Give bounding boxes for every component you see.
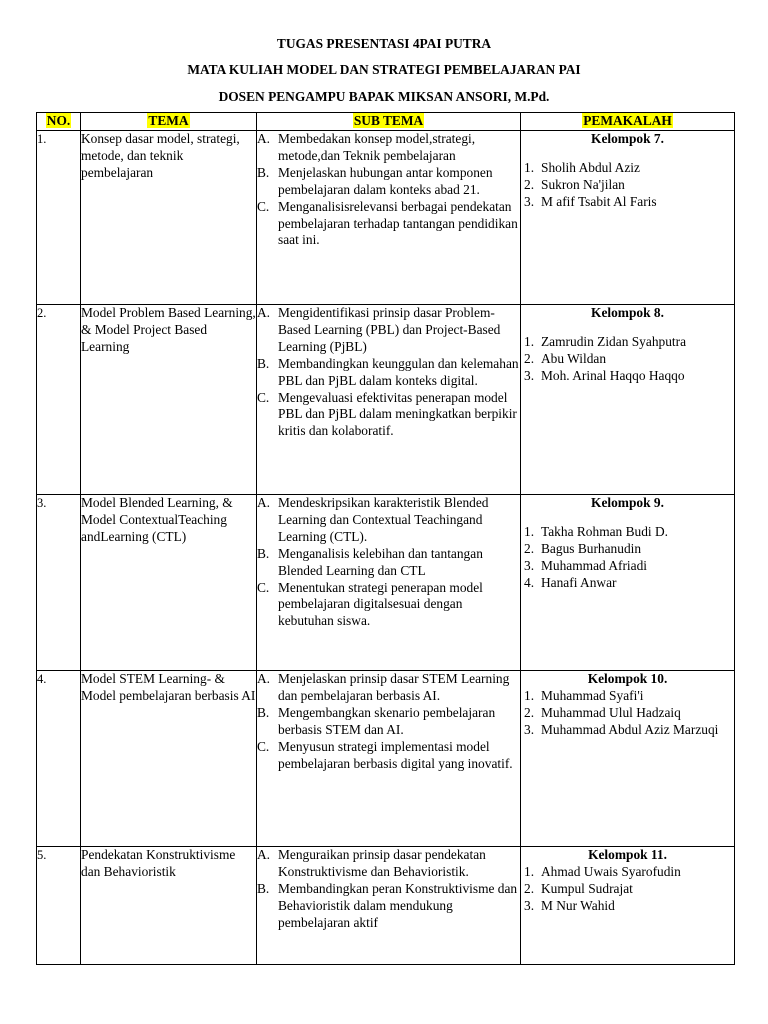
group-label: Kelompok 9. xyxy=(591,495,664,510)
member-name: Muhammad Afriadi xyxy=(541,557,647,573)
sub-tema-marker: A. xyxy=(257,671,271,686)
member-number: 3. xyxy=(524,897,535,913)
sub-tema-cell xyxy=(257,305,521,495)
member-item xyxy=(521,160,734,177)
member-list xyxy=(521,864,734,915)
table-row xyxy=(37,305,735,495)
sub-tema-marker: A. xyxy=(257,847,271,862)
sub-tema-item xyxy=(257,580,520,631)
pemakalah-cell xyxy=(521,847,735,965)
tema-cell: Model Blended Learning, & Model ContextualTeaching andLearning (CTL) xyxy=(81,495,257,671)
sub-tema-text: Menentukan strategi penerapan model pembelajaran digitalsesuai dengan kebutuhan siswa. xyxy=(278,579,483,629)
sub-tema-item xyxy=(257,671,520,705)
member-name: Muhammad Ulul Hadzaiq xyxy=(541,704,681,720)
member-item xyxy=(521,722,734,739)
sub-tema-item xyxy=(257,390,520,441)
sub-tema-text: Menganalisisrelevansi berbagai pendekatan pembelajaran terhadap tantangan pendidikan saat ini. xyxy=(278,198,518,248)
member-number: 2. xyxy=(524,176,535,192)
sub-tema-cell xyxy=(257,131,521,305)
sub-tema-text: Membedakan konsep model,strategi, metode,dan Teknik pembelajaran xyxy=(278,131,476,163)
sub-tema-text: Mengembangkan skenario pembelajaran berbasis STEM dan AI. xyxy=(278,704,496,737)
member-number: 1. xyxy=(524,523,535,539)
member-number: 2. xyxy=(524,350,535,366)
sub-tema-item xyxy=(257,881,520,932)
table-row xyxy=(37,495,735,671)
pemakalah-cell xyxy=(521,495,735,671)
tema-cell: Pendekatan Konstruktivisme dan Behavioristik xyxy=(81,847,257,965)
table-row xyxy=(37,131,735,305)
sub-tema-item xyxy=(257,165,520,199)
member-number: 1. xyxy=(524,333,535,349)
row-number: 1. xyxy=(37,131,81,305)
col-header-sub-tema: SUB TEMA xyxy=(257,113,521,131)
member-item xyxy=(521,541,734,558)
member-list xyxy=(521,524,734,592)
tema-cell: Model Problem Based Learning, & Model Project Based Learning xyxy=(81,305,257,495)
course-title: MATA KULIAH MODEL DAN STRATEGI PEMBELAJARAN PAI xyxy=(187,62,581,77)
sub-tema-text: Menjelaskan hubungan antar komponen pembelajaran dalam konteks abad 21. xyxy=(278,164,493,197)
member-name: M afif Tsabit Al Faris xyxy=(541,193,657,209)
sub-tema-item xyxy=(257,199,520,250)
pemakalah-cell xyxy=(521,671,735,847)
sub-tema-item xyxy=(257,495,520,546)
sub-tema-marker: C. xyxy=(257,389,270,405)
member-item xyxy=(521,688,734,705)
table-header-row xyxy=(37,113,735,131)
member-number: 2. xyxy=(524,540,535,556)
sub-tema-marker: B. xyxy=(257,880,270,896)
member-number: 3. xyxy=(524,367,535,383)
group-label: Kelompok 10. xyxy=(587,671,668,686)
member-number: 2. xyxy=(524,880,535,896)
member-number: 2. xyxy=(524,704,535,720)
table-row xyxy=(37,671,735,847)
sub-tema-marker: A. xyxy=(257,495,271,510)
member-name: Moh. Arinal Haqqo Haqqo xyxy=(541,367,685,383)
lecturer-line: DOSEN PENGAMPU BAPAK MIKSAN ANSORI, M.Pd. xyxy=(218,89,550,104)
member-item xyxy=(521,524,734,541)
sub-tema-marker: B. xyxy=(257,355,270,371)
col-header-no: NO. xyxy=(37,113,81,131)
sub-tema-text: Menyusun strategi implementasi model pembelajaran berbasis digital yang inovatif. xyxy=(278,738,513,771)
member-number: 3. xyxy=(524,193,535,209)
sub-tema-marker: A. xyxy=(257,305,271,320)
sub-tema-cell xyxy=(257,495,521,671)
sub-tema-marker: B. xyxy=(257,704,270,720)
sub-tema-text: Menganalisis kelebihan dan tantangan Blended Learning dan CTL xyxy=(278,545,483,578)
row-number: 4. xyxy=(37,671,81,847)
sub-tema-item xyxy=(257,739,520,773)
member-name: Muhammad Abdul Aziz Marzuqi xyxy=(541,721,719,737)
member-item xyxy=(521,898,734,915)
member-item xyxy=(521,881,734,898)
member-item xyxy=(521,177,734,194)
sub-tema-text: Mengidentifikasi prinsip dasar Problem-Based Learning (PBL) dan Project-Based Learning (PjBL) xyxy=(278,305,501,354)
member-name: Takha Rohman Budi D. xyxy=(541,523,669,539)
member-name: Zamrudin Zidan Syahputra xyxy=(541,333,687,349)
sub-tema-cell xyxy=(257,847,521,965)
member-list xyxy=(521,688,734,739)
assignment-table xyxy=(36,112,735,965)
member-item xyxy=(521,705,734,722)
member-name: M Nur Wahid xyxy=(541,897,615,913)
doc-title: TUGAS PRESENTASI 4PAI PUTRA xyxy=(276,36,492,51)
member-number: 1. xyxy=(524,863,535,879)
sub-tema-text: Mendeskripsikan karakteristik Blended Learning dan Contextual Teachingand Learning (CTL). xyxy=(278,495,489,544)
table-row xyxy=(37,847,735,965)
sub-tema-item xyxy=(257,305,520,356)
tema-cell: Konsep dasar model, strategi, metode, dan teknik pembelajaran xyxy=(81,131,257,305)
member-name: Sukron Na'jilan xyxy=(541,176,625,192)
member-item xyxy=(521,864,734,881)
pemakalah-cell xyxy=(521,305,735,495)
sub-tema-text: Mengevaluasi efektivitas penerapan model PBL dan PjBL dalam meningkatkan berpikir kritis dan kolaboratif. xyxy=(278,389,517,439)
member-item xyxy=(521,558,734,575)
member-number: 3. xyxy=(524,557,535,573)
group-label: Kelompok 8. xyxy=(591,305,664,320)
member-name: Kumpul Sudrajat xyxy=(541,880,633,896)
sub-tema-text: Membandingkan peran Konstruktivisme dan Behavioristik dalam mendukung pembelajaran aktif xyxy=(278,880,518,930)
sub-tema-item xyxy=(257,131,520,165)
sub-tema-marker: C. xyxy=(257,198,270,214)
member-item xyxy=(521,194,734,211)
member-name: Bagus Burhanudin xyxy=(541,540,642,556)
sub-tema-item xyxy=(257,356,520,390)
sub-tema-marker: C. xyxy=(257,579,270,595)
sub-tema-marker: B. xyxy=(257,164,270,180)
sub-tema-marker: B. xyxy=(257,545,270,561)
row-number: 5. xyxy=(37,847,81,965)
row-number: 3. xyxy=(37,495,81,671)
sub-tema-text: Menjelaskan prinsip dasar STEM Learning dan pembelajaran berbasis AI. xyxy=(278,671,510,703)
member-item xyxy=(521,351,734,368)
member-name: Abu Wildan xyxy=(541,350,607,366)
member-name: Muhammad Syafi'i xyxy=(541,687,644,703)
group-label: Kelompok 11. xyxy=(588,847,667,862)
sub-tema-text: Membandingkan keunggulan dan kelemahan PBL dan PjBL dalam konteks digital. xyxy=(278,355,519,388)
sub-tema-item xyxy=(257,705,520,739)
member-list xyxy=(521,334,734,385)
sub-tema-marker: A. xyxy=(257,131,271,146)
sub-tema-item xyxy=(257,847,520,881)
sub-tema-item xyxy=(257,546,520,580)
col-header-tema: TEMA xyxy=(81,113,257,131)
member-name: Ahmad Uwais Syarofudin xyxy=(541,863,681,879)
member-name: Hanafi Anwar xyxy=(541,574,617,590)
member-list xyxy=(521,160,734,211)
group-label: Kelompok 7. xyxy=(591,131,664,146)
member-number: 1. xyxy=(524,159,535,175)
sub-tema-cell xyxy=(257,671,521,847)
row-number: 2. xyxy=(37,305,81,495)
pemakalah-cell xyxy=(521,131,735,305)
member-number: 4. xyxy=(524,574,535,590)
member-item xyxy=(521,575,734,592)
member-number: 1. xyxy=(524,687,535,703)
member-name: Sholih Abdul Aziz xyxy=(541,159,640,175)
sub-tema-text: Menguraikan prinsip dasar pendekatan Konstruktivisme dan Behavioristik. xyxy=(278,847,486,879)
sub-tema-marker: C. xyxy=(257,738,270,754)
col-header-pemakalah: PEMAKALAH xyxy=(521,113,735,131)
tema-cell: Model STEM Learning- & Model pembelajaran berbasis AI xyxy=(81,671,257,847)
member-item xyxy=(521,368,734,385)
member-item xyxy=(521,334,734,351)
member-number: 3. xyxy=(524,721,535,737)
